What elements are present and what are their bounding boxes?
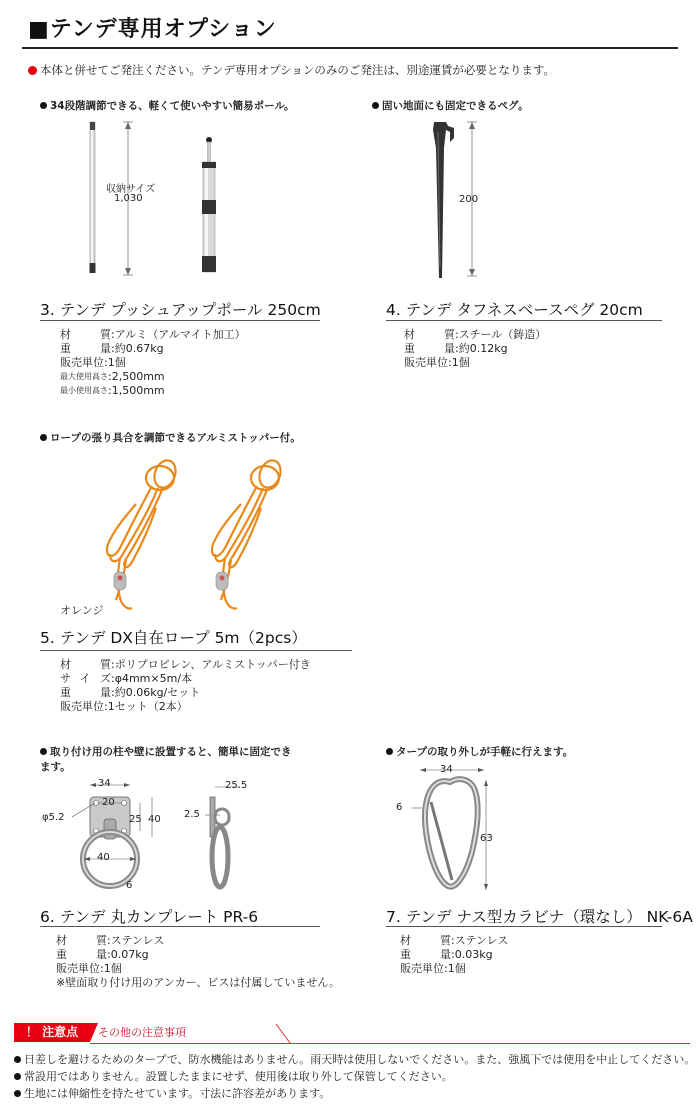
plate-dim-h40: 40 — [148, 814, 161, 825]
caution-badge-tail — [90, 1023, 98, 1042]
page-title: ■テンデ専用オプション — [28, 17, 277, 42]
caution-divider-tail — [276, 1024, 290, 1044]
carabiner-dim-w: 34 — [440, 764, 453, 775]
carabiner-dim-t: 6 — [396, 802, 403, 813]
peg-feature: 固い地面にも固定できるペグ。 — [372, 98, 529, 113]
caution-item: 生地には伸縮性を持たせています。寸法に許容差があります。 — [14, 1085, 330, 1101]
caution-badge: ！ 注意点 — [14, 1023, 90, 1042]
bullet-icon — [14, 1073, 21, 1080]
plate-name-underline — [40, 926, 320, 927]
rope-feature: ロープの張り具合を調節できるアルミストッパー付。 — [40, 430, 301, 445]
title-divider — [22, 47, 678, 49]
pole-dim-value: 1,030 — [114, 193, 143, 204]
carabiner-specs: 材質 :ステンレス 重量 :0.03kg 販売単位 :1個 — [400, 934, 509, 975]
peg-product-name: 4. テンデ タフネスベースペグ 20cm — [386, 301, 643, 319]
carabiner-product-name: 7. テンデ ナス型カラビナ（環なし） NK-6A — [386, 908, 693, 926]
plate-dim-r40: 40 — [97, 852, 110, 863]
rope-name-underline — [40, 650, 352, 651]
peg-dim-value: 200 — [459, 194, 479, 205]
carabiner-dim-h: 63 — [480, 833, 493, 844]
plate-dim-d52: φ5.2 — [42, 812, 65, 823]
plate-feature-cont: ます。 — [40, 761, 71, 773]
plate-dim-t6: 6 — [126, 880, 133, 891]
caution-subtitle: その他の注意事項 — [98, 1026, 186, 1039]
plate-product-name: 6. テンデ 丸カンプレート PR-6 — [40, 908, 259, 926]
rope-product-name: 5. テンデ DX自在ロープ 5m（2pcs） — [40, 629, 307, 647]
caution-divider — [90, 1043, 690, 1044]
pole-name-underline — [40, 320, 320, 321]
rope-specs: 材質 :ポリプロピレン、アルミストッパー付き サイズ :φ4mm×5m/本 重量 :約0.06kg/セット 販売単位 :1セット（2本） — [60, 658, 311, 713]
pole-product-name: 3. テンデ プッシュアップポール 250cm — [40, 301, 321, 319]
bullet-icon — [40, 102, 47, 109]
peg-name-underline — [386, 320, 662, 321]
plate-dim-w20: 20 — [102, 797, 115, 808]
plate-dim-s25: 2.5 — [184, 809, 200, 820]
plate-dim-h25: 25 — [129, 814, 142, 825]
pole-illustration — [80, 120, 230, 285]
pole-feature: 34段階調節できる、軽くて使いやすい簡易ポール。 — [40, 98, 295, 113]
bullet-icon — [386, 748, 393, 755]
peg-specs: 材質 :スチール（鋳造） 重量 :約0.12kg 販売単位 :1個 — [404, 328, 547, 369]
plate-dim-w34: 34 — [98, 778, 111, 789]
plate-illustration — [60, 775, 260, 900]
red-dot-icon — [28, 66, 37, 75]
bullet-icon — [40, 434, 47, 441]
plate-dim-s255: 25.5 — [225, 780, 248, 791]
plate-feature: 取り付け用の柱や壁に設置すると、簡単に固定でき — [40, 744, 292, 759]
rope-illustration — [90, 448, 310, 613]
bullet-icon — [40, 748, 47, 755]
carabiner-feature: タープの取り外しが手軽に行えます。 — [386, 744, 573, 759]
bullet-icon — [14, 1090, 21, 1097]
plate-specs: 材質 :ステンレス 重量 :0.07kg 販売単位 :1個 ※壁面取り付け用のアンカー、ビスは付属していません。 — [56, 934, 340, 989]
bullet-icon — [14, 1056, 21, 1063]
carabiner-name-underline — [386, 926, 662, 927]
caution-item: 日差しを避けるためのタープで、防水機能はありません。雨天時は使用しないでください。また、強風下では使用を中止してください。 — [14, 1051, 695, 1067]
order-notice: 本体と併せてご発注ください。テンデ専用オプションのみのご発注は、別途運賃が必要となります。 — [28, 62, 555, 78]
bullet-icon — [372, 102, 379, 109]
pole-dim-label: 収納サイズ — [106, 184, 156, 195]
carabiner-illustration — [390, 762, 510, 902]
pole-specs: 材質 :アルミ（アルマイト加工） 重量 :約0.67kg 販売単位 :1個 最大使用高さ :2,500mm 最小使用高さ :1,500mm — [60, 328, 246, 397]
caution-item: 常設用ではありません。設置したままにせず、使用後は取り外して保管してください。 — [14, 1068, 453, 1084]
rope-color-label: オレンジ — [60, 604, 104, 617]
